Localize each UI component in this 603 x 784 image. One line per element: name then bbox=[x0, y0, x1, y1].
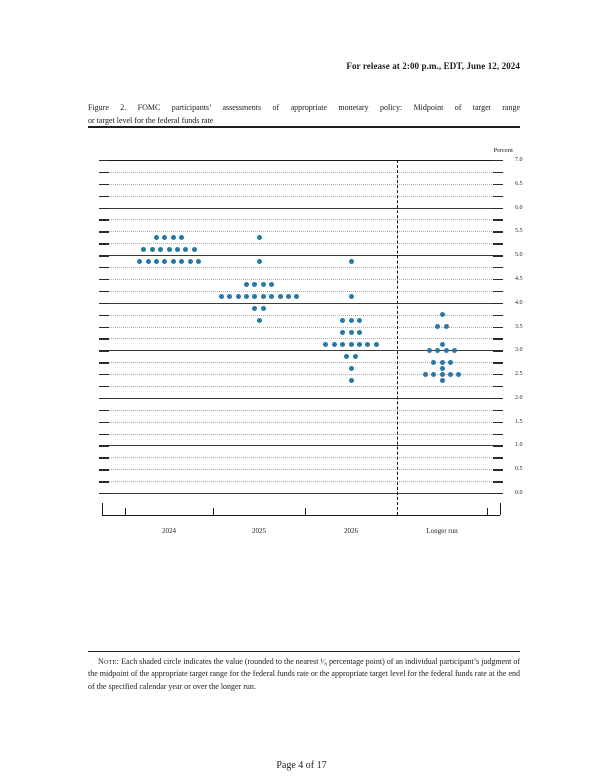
gridline-endcap bbox=[493, 362, 503, 363]
participant-dot bbox=[257, 318, 262, 323]
gridline-endcap bbox=[493, 291, 503, 292]
participant-dot bbox=[340, 330, 345, 335]
gridline-endcap bbox=[99, 445, 109, 446]
y-axis-label: 5.5 bbox=[515, 228, 523, 235]
participant-dot bbox=[171, 259, 176, 264]
gridline bbox=[102, 172, 500, 173]
participant-dot bbox=[183, 247, 188, 252]
gridline-endcap bbox=[493, 172, 503, 173]
gridline-endcap bbox=[493, 315, 503, 316]
y-axis-label: 2.5 bbox=[515, 371, 523, 378]
gridline-endcap bbox=[99, 267, 109, 268]
gridline-endcap bbox=[493, 184, 503, 185]
gridline-endcap bbox=[493, 398, 503, 399]
y-axis-label: 2.0 bbox=[515, 394, 523, 401]
participant-dot bbox=[141, 247, 146, 252]
gridline-endcap bbox=[99, 457, 109, 458]
note-rule bbox=[88, 651, 520, 652]
participant-dot bbox=[171, 235, 176, 240]
participant-dot bbox=[162, 259, 167, 264]
y-axis-label: 1.0 bbox=[515, 442, 523, 449]
participant-dot bbox=[444, 324, 449, 329]
gridline-endcap bbox=[99, 196, 109, 197]
gridline-endcap bbox=[493, 445, 503, 446]
gridline bbox=[102, 410, 500, 411]
gridline-endcap bbox=[493, 457, 503, 458]
gridline-endcap bbox=[99, 231, 109, 232]
gridline-endcap bbox=[99, 160, 109, 161]
gridline bbox=[102, 445, 500, 446]
gridline-endcap bbox=[99, 481, 109, 482]
gridline bbox=[102, 481, 500, 482]
gridline-endcap bbox=[99, 422, 109, 423]
gridline bbox=[102, 469, 500, 470]
gridline bbox=[102, 219, 500, 220]
gridline-endcap bbox=[493, 493, 503, 494]
gridline-endcap bbox=[493, 208, 503, 209]
participant-dot bbox=[440, 312, 445, 317]
gridline bbox=[102, 196, 500, 197]
participant-dot bbox=[244, 282, 249, 287]
participant-dot bbox=[440, 366, 445, 371]
participant-dot bbox=[162, 235, 167, 240]
x-axis-category-label: 2025 bbox=[252, 527, 266, 535]
gridline-endcap bbox=[493, 231, 503, 232]
gridline bbox=[102, 208, 500, 209]
participant-dot bbox=[257, 259, 262, 264]
x-axis-category-label: 2026 bbox=[344, 527, 358, 535]
participant-dot bbox=[440, 342, 445, 347]
x-axis-end-tick bbox=[102, 503, 103, 515]
gridline-endcap bbox=[493, 434, 503, 435]
y-axis-label: 1.5 bbox=[515, 418, 523, 425]
gridline-endcap bbox=[99, 291, 109, 292]
participant-dot bbox=[440, 378, 445, 383]
longer-run-divider-line bbox=[397, 160, 398, 515]
gridline-endcap bbox=[493, 279, 503, 280]
participant-dot bbox=[344, 354, 349, 359]
participant-dot bbox=[448, 360, 453, 365]
participant-dot bbox=[349, 318, 354, 323]
participant-dot bbox=[244, 294, 249, 299]
participant-dot bbox=[219, 294, 224, 299]
gridline bbox=[102, 386, 500, 387]
participant-dot bbox=[456, 372, 461, 377]
y-axis-label: 5.0 bbox=[515, 252, 523, 259]
gridline-endcap bbox=[493, 386, 503, 387]
participant-dot bbox=[357, 342, 362, 347]
gridline-endcap bbox=[99, 279, 109, 280]
gridline bbox=[102, 457, 500, 458]
gridline bbox=[102, 231, 500, 232]
gridline-endcap bbox=[493, 267, 503, 268]
gridline-endcap bbox=[493, 327, 503, 328]
participant-dot bbox=[252, 306, 257, 311]
participant-dot bbox=[349, 294, 354, 299]
gridline bbox=[102, 350, 500, 351]
participant-dot bbox=[257, 235, 262, 240]
gridline bbox=[102, 160, 500, 161]
participant-dot bbox=[175, 247, 180, 252]
gridline bbox=[102, 279, 500, 280]
gridline-endcap bbox=[99, 208, 109, 209]
x-axis-end-tick bbox=[500, 503, 501, 515]
gridline-endcap bbox=[99, 386, 109, 387]
participant-dot bbox=[332, 342, 337, 347]
gridline-endcap bbox=[99, 184, 109, 185]
y-axis-label: 3.0 bbox=[515, 347, 523, 354]
participant-dot bbox=[252, 294, 257, 299]
participant-dot bbox=[349, 330, 354, 335]
gridline bbox=[102, 327, 500, 328]
participant-dot bbox=[340, 342, 345, 347]
gridline-endcap bbox=[99, 410, 109, 411]
gridline-endcap bbox=[493, 422, 503, 423]
participant-dot bbox=[179, 259, 184, 264]
gridline-endcap bbox=[99, 434, 109, 435]
gridline-endcap bbox=[493, 410, 503, 411]
gridline bbox=[102, 291, 500, 292]
participant-dot bbox=[286, 294, 291, 299]
gridline-endcap bbox=[493, 196, 503, 197]
gridline bbox=[102, 493, 500, 494]
participant-dot bbox=[167, 247, 172, 252]
participant-dot bbox=[431, 360, 436, 365]
y-axis-label: 7.0 bbox=[515, 157, 523, 163]
note-text: Each shaded circle indicates the value (rounded to the nearest ¹⁄₈ percentage point) of an individual participant’s judgment of the midpoint of the appropriate target range for the federal funds rate or the appropriate target level for the federal funds rate at the end of the specified calendar year or over the longer run. bbox=[88, 657, 520, 691]
participant-dot bbox=[349, 342, 354, 347]
participant-dot bbox=[261, 294, 266, 299]
x-axis-tick bbox=[487, 508, 488, 515]
x-axis-tick bbox=[305, 508, 306, 515]
participant-dot bbox=[444, 348, 449, 353]
gridline-endcap bbox=[99, 315, 109, 316]
gridline-endcap bbox=[493, 350, 503, 351]
gridline-endcap bbox=[99, 243, 109, 244]
y-axis-unit-label: Percent bbox=[493, 147, 513, 154]
participant-dot bbox=[192, 247, 197, 252]
release-line: For release at 2:00 p.m., EDT, June 12, 2024 bbox=[346, 61, 520, 71]
page-footer: Page 4 of 17 bbox=[276, 760, 327, 771]
gridline-endcap bbox=[99, 327, 109, 328]
participant-dot bbox=[252, 282, 257, 287]
gridline bbox=[102, 243, 500, 244]
participant-dot bbox=[431, 372, 436, 377]
gridline-endcap bbox=[493, 374, 503, 375]
gridline bbox=[102, 398, 500, 399]
participant-dot bbox=[154, 235, 159, 240]
participant-dot bbox=[261, 306, 266, 311]
figure-caption-line-1: Figure 2. FOMC participants’ assessments of appropriate monetary policy: Midpoint of target range bbox=[88, 103, 520, 112]
participant-dot bbox=[440, 360, 445, 365]
gridline-endcap bbox=[99, 303, 109, 304]
participant-dot bbox=[269, 282, 274, 287]
y-axis-label: 3.5 bbox=[515, 323, 523, 330]
gridline bbox=[102, 267, 500, 268]
gridline-endcap bbox=[493, 160, 503, 161]
gridline-endcap bbox=[99, 362, 109, 363]
gridline-endcap bbox=[99, 469, 109, 470]
gridline-endcap bbox=[493, 255, 503, 256]
gridline bbox=[102, 303, 500, 304]
gridline bbox=[102, 338, 500, 339]
participant-dot bbox=[278, 294, 283, 299]
gridline bbox=[102, 184, 500, 185]
gridline-endcap bbox=[99, 338, 109, 339]
participant-dot bbox=[179, 235, 184, 240]
y-axis-label: 6.0 bbox=[515, 204, 523, 211]
gridline-endcap bbox=[99, 374, 109, 375]
x-axis-tick bbox=[125, 508, 126, 515]
participant-dot bbox=[427, 348, 432, 353]
participant-dot bbox=[452, 348, 457, 353]
gridline-endcap bbox=[99, 219, 109, 220]
participant-dot bbox=[357, 330, 362, 335]
participant-dot bbox=[435, 324, 440, 329]
gridline-endcap bbox=[99, 493, 109, 494]
gridline bbox=[102, 422, 500, 423]
participant-dot bbox=[374, 342, 379, 347]
participant-dot bbox=[269, 294, 274, 299]
participant-dot bbox=[137, 259, 142, 264]
participant-dot bbox=[435, 348, 440, 353]
participant-dot bbox=[340, 318, 345, 323]
y-axis-label: 6.5 bbox=[515, 180, 523, 187]
gridline bbox=[102, 434, 500, 435]
y-axis-label: 4.0 bbox=[515, 299, 523, 306]
participant-dot bbox=[349, 366, 354, 371]
x-axis-tick bbox=[213, 508, 214, 515]
participant-dot bbox=[349, 378, 354, 383]
figure-caption-line-2: or target level for the federal funds rate bbox=[88, 116, 214, 125]
participant-dot bbox=[294, 294, 299, 299]
figure-note bbox=[88, 656, 520, 693]
gridline-endcap bbox=[99, 350, 109, 351]
gridline-endcap bbox=[493, 219, 503, 220]
gridline bbox=[102, 255, 500, 256]
x-axis-category-label: Longer run bbox=[426, 527, 458, 535]
participant-dot bbox=[154, 259, 159, 264]
gridline-endcap bbox=[99, 398, 109, 399]
gridline-endcap bbox=[99, 255, 109, 256]
participant-dot bbox=[423, 372, 428, 377]
participant-dot bbox=[188, 259, 193, 264]
participant-dot bbox=[448, 372, 453, 377]
gridline-endcap bbox=[493, 303, 503, 304]
participant-dot bbox=[353, 354, 358, 359]
participant-dot bbox=[236, 294, 241, 299]
participant-dot bbox=[146, 259, 151, 264]
x-axis-line bbox=[102, 515, 500, 516]
participant-dot bbox=[196, 259, 201, 264]
x-axis-category-label: 2024 bbox=[162, 527, 176, 535]
participant-dot bbox=[357, 318, 362, 323]
y-axis-label: 4.5 bbox=[515, 275, 523, 282]
participant-dot bbox=[349, 259, 354, 264]
participant-dot bbox=[227, 294, 232, 299]
participant-dot bbox=[365, 342, 370, 347]
gridline-endcap bbox=[493, 243, 503, 244]
gridline-endcap bbox=[493, 481, 503, 482]
note-label: Note: bbox=[98, 657, 120, 666]
y-axis-label: 0.5 bbox=[515, 466, 523, 473]
participant-dot bbox=[261, 282, 266, 287]
participant-dot bbox=[323, 342, 328, 347]
gridline-endcap bbox=[493, 469, 503, 470]
y-axis-label: 0.0 bbox=[515, 490, 523, 496]
gridline-endcap bbox=[99, 172, 109, 173]
participant-dot bbox=[158, 247, 163, 252]
participant-dot bbox=[150, 247, 155, 252]
participant-dot bbox=[440, 372, 445, 377]
gridline-endcap bbox=[493, 338, 503, 339]
